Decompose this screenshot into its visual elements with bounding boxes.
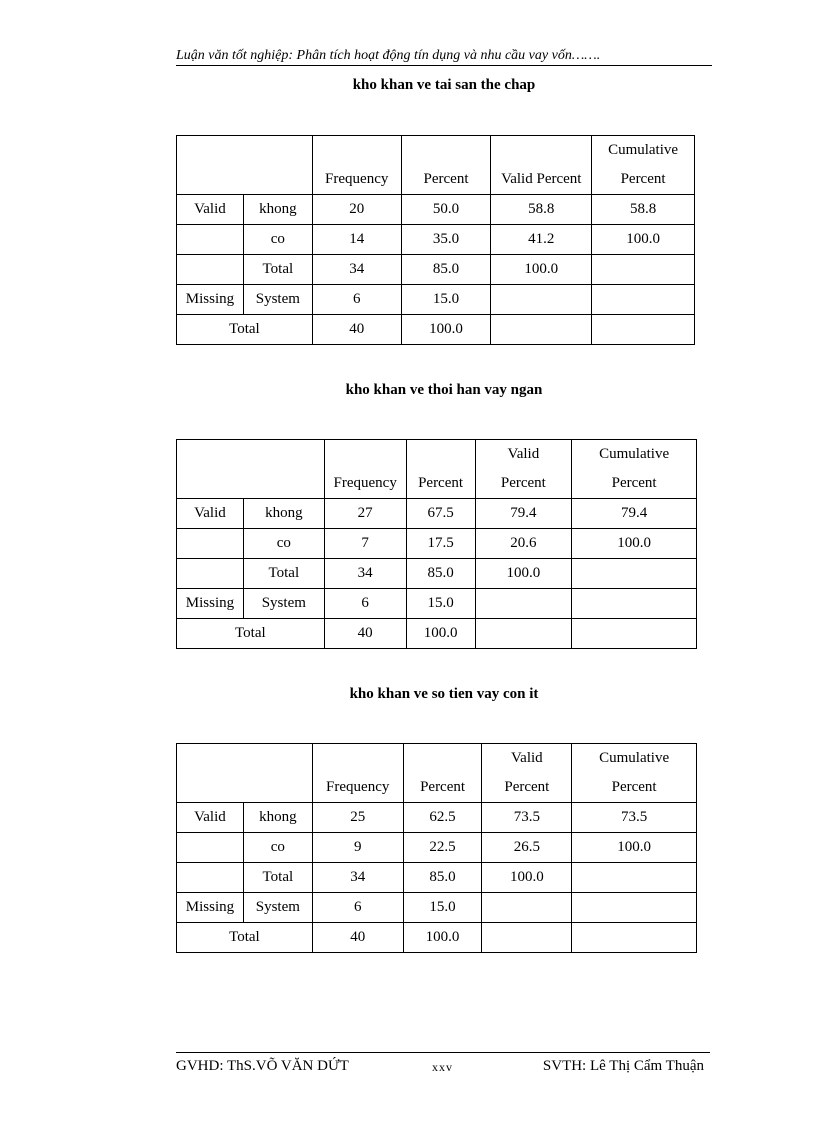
cell-cumulative bbox=[572, 559, 697, 589]
row-group: Total bbox=[177, 315, 313, 345]
cell-valid-percent bbox=[491, 315, 592, 345]
cell-valid-percent: 26.5 bbox=[482, 833, 572, 863]
table-title-2: kho khan ve thoi han vay ngan bbox=[345, 382, 543, 398]
cell-frequency: 40 bbox=[324, 619, 406, 649]
cell-percent: 15.0 bbox=[403, 893, 482, 923]
col-cumulative: Cumulative bbox=[599, 446, 670, 462]
cell-frequency: 6 bbox=[312, 285, 401, 315]
row-group: Valid bbox=[177, 195, 244, 225]
frequency-table-2 bbox=[176, 439, 697, 649]
table-row bbox=[177, 499, 697, 529]
cell-frequency: 34 bbox=[312, 255, 401, 285]
table-row bbox=[177, 255, 695, 285]
table-row bbox=[177, 529, 697, 559]
row-group bbox=[177, 559, 244, 589]
cell-frequency: 6 bbox=[312, 893, 403, 923]
cell-cumulative bbox=[592, 315, 695, 345]
corner-cell bbox=[177, 440, 325, 499]
table-row bbox=[177, 803, 697, 833]
cell-percent: 85.0 bbox=[406, 559, 475, 589]
cell-percent: 100.0 bbox=[406, 619, 475, 649]
corner-cell bbox=[177, 136, 313, 195]
cell-percent: 35.0 bbox=[401, 225, 491, 255]
col-frequency: Frequency bbox=[333, 475, 397, 491]
cell-valid-percent bbox=[475, 589, 572, 619]
row-group bbox=[177, 529, 244, 559]
col-valid: Valid bbox=[511, 750, 543, 766]
row-group: Total bbox=[177, 923, 313, 953]
table-title-1: kho khan ve tai san the chap bbox=[352, 77, 536, 93]
row-label: System bbox=[243, 893, 312, 923]
cell-cumulative bbox=[572, 923, 697, 953]
page-footer bbox=[176, 1052, 710, 1074]
row-label: khong bbox=[243, 195, 312, 225]
cell-valid-percent: 100.0 bbox=[491, 255, 592, 285]
cell-percent: 62.5 bbox=[403, 803, 482, 833]
row-group: Total bbox=[177, 619, 325, 649]
col-cumulative-percent: Percent bbox=[620, 171, 666, 187]
row-group: Missing bbox=[177, 589, 244, 619]
row-label: System bbox=[243, 589, 324, 619]
cell-frequency: 27 bbox=[324, 499, 406, 529]
cell-valid-percent: 79.4 bbox=[475, 499, 572, 529]
row-label: khong bbox=[243, 803, 312, 833]
footer-student: SVTH: Lê Thị Cẩm Thuận bbox=[542, 1058, 704, 1074]
cell-percent: 100.0 bbox=[403, 923, 482, 953]
cell-valid-percent: 73.5 bbox=[482, 803, 572, 833]
cell-cumulative: 100.0 bbox=[572, 833, 697, 863]
col-percent: Percent bbox=[420, 779, 466, 795]
cell-frequency: 34 bbox=[324, 559, 406, 589]
table-title-3: kho khan ve so tien vay con it bbox=[349, 686, 539, 702]
cell-percent: 50.0 bbox=[401, 195, 491, 225]
cell-percent: 15.0 bbox=[406, 589, 475, 619]
table-header-row bbox=[177, 440, 697, 499]
table-row bbox=[177, 893, 697, 923]
cell-frequency: 6 bbox=[324, 589, 406, 619]
cell-cumulative: 58.8 bbox=[592, 195, 695, 225]
cell-cumulative: 79.4 bbox=[572, 499, 697, 529]
cell-valid-percent bbox=[482, 923, 572, 953]
col-frequency: Frequency bbox=[326, 779, 390, 795]
row-label: khong bbox=[243, 499, 324, 529]
row-group bbox=[177, 863, 244, 893]
cell-cumulative: 73.5 bbox=[572, 803, 697, 833]
row-group bbox=[177, 255, 244, 285]
row-label: Total bbox=[243, 559, 324, 589]
cell-frequency: 34 bbox=[312, 863, 403, 893]
row-label: Total bbox=[243, 863, 312, 893]
cell-cumulative bbox=[592, 285, 695, 315]
table-row bbox=[177, 619, 697, 649]
row-group: Valid bbox=[177, 499, 244, 529]
cell-cumulative: 100.0 bbox=[592, 225, 695, 255]
cell-percent: 15.0 bbox=[401, 285, 491, 315]
table-header-row bbox=[177, 744, 697, 803]
page-number: xxv bbox=[432, 1060, 453, 1074]
cell-valid-percent bbox=[475, 619, 572, 649]
cell-percent: 100.0 bbox=[401, 315, 491, 345]
table-header-row bbox=[177, 136, 695, 195]
frequency-table-1 bbox=[176, 135, 695, 345]
footer-advisor: GVHD: ThS.VÕ VĂN DỨT bbox=[176, 1058, 349, 1074]
cell-percent: 22.5 bbox=[403, 833, 482, 863]
col-percent: Percent bbox=[423, 171, 469, 187]
col-percent: Percent bbox=[418, 475, 464, 491]
row-group bbox=[177, 833, 244, 863]
table-row bbox=[177, 559, 697, 589]
cell-valid-percent: 100.0 bbox=[475, 559, 572, 589]
table-row bbox=[177, 923, 697, 953]
col-cumulative-percent: Percent bbox=[611, 779, 657, 795]
table-row bbox=[177, 315, 695, 345]
cell-valid-percent: 20.6 bbox=[475, 529, 572, 559]
table-row bbox=[177, 589, 697, 619]
cell-cumulative bbox=[572, 589, 697, 619]
col-cumulative-percent: Percent bbox=[611, 475, 657, 491]
row-label: Total bbox=[243, 255, 312, 285]
cell-valid-percent: 58.8 bbox=[491, 195, 592, 225]
cell-valid-percent bbox=[491, 285, 592, 315]
running-header: Luận văn tốt nghiệp: Phân tích hoạt động tín dụng và nhu cầu vay vốn……. bbox=[176, 48, 712, 66]
cell-frequency: 25 bbox=[312, 803, 403, 833]
row-label: co bbox=[243, 529, 324, 559]
row-group: Missing bbox=[177, 893, 244, 923]
cell-frequency: 7 bbox=[324, 529, 406, 559]
cell-percent: 85.0 bbox=[403, 863, 482, 893]
row-label: co bbox=[243, 833, 312, 863]
table-row bbox=[177, 285, 695, 315]
cell-frequency: 9 bbox=[312, 833, 403, 863]
table-row bbox=[177, 195, 695, 225]
col-valid-percent: Percent bbox=[500, 475, 546, 491]
row-label: co bbox=[243, 225, 312, 255]
col-valid-percent: Percent bbox=[504, 779, 550, 795]
col-frequency: Frequency bbox=[325, 171, 389, 187]
table-row bbox=[177, 833, 697, 863]
cell-frequency: 14 bbox=[312, 225, 401, 255]
row-group: Valid bbox=[177, 803, 244, 833]
cell-cumulative bbox=[592, 255, 695, 285]
cell-cumulative bbox=[572, 893, 697, 923]
cell-cumulative bbox=[572, 863, 697, 893]
col-cumulative: Cumulative bbox=[599, 750, 670, 766]
cell-valid-percent bbox=[482, 893, 572, 923]
cell-cumulative: 100.0 bbox=[572, 529, 697, 559]
col-valid-percent: Valid Percent bbox=[501, 171, 582, 187]
cell-percent: 67.5 bbox=[406, 499, 475, 529]
row-group bbox=[177, 225, 244, 255]
table-row bbox=[177, 863, 697, 893]
cell-cumulative bbox=[572, 619, 697, 649]
col-valid: Valid bbox=[507, 446, 540, 462]
cell-frequency: 40 bbox=[312, 923, 403, 953]
frequency-table-3 bbox=[176, 743, 697, 953]
row-label: System bbox=[243, 285, 312, 315]
table-row bbox=[177, 225, 695, 255]
cell-valid-percent: 41.2 bbox=[491, 225, 592, 255]
cell-percent: 17.5 bbox=[406, 529, 475, 559]
row-group: Missing bbox=[177, 285, 244, 315]
cell-frequency: 20 bbox=[312, 195, 401, 225]
cell-frequency: 40 bbox=[312, 315, 401, 345]
col-cumulative: Cumulative bbox=[608, 142, 679, 158]
corner-cell bbox=[177, 744, 313, 803]
cell-percent: 85.0 bbox=[401, 255, 491, 285]
cell-valid-percent: 100.0 bbox=[482, 863, 572, 893]
